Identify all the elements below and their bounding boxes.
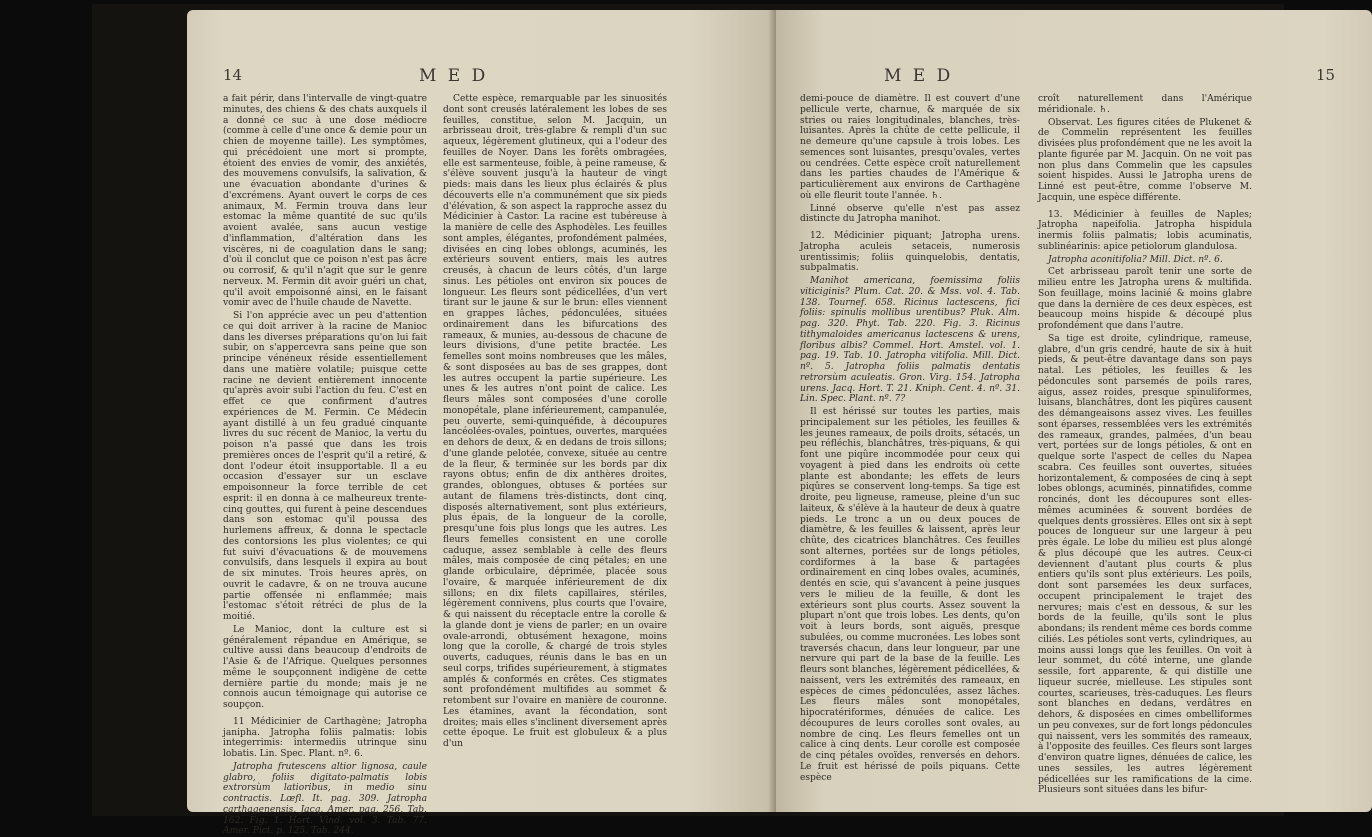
species-citation: Jatropha aconitifolia? Mill. Dict. nº. 6. bbox=[1048, 254, 1223, 265]
species-entry-heading: 11 Médicinier de Carthagène; Jatropha janipha. Jatropha foliis palmatis: lobis integerrimis: intermediis utrinque sinu lobatis. Lin. Spec. Plant. nº. 6. bbox=[223, 716, 427, 759]
species-citation: Jatropha frutescens altior lignosa, caule glabro, foliis digitato-palmatis lobis extrorsùm latioribus, in medio sinu contractis. Lœfl. It. pag. 309. Jatropha carthagenensis. Jacq. Amer. pag. 256. Tab. 162. Fig. 1. Hort. Vind. vol. 3. Tab. 77. Amer. Pict. p. 125. Tab. 244. bbox=[223, 761, 427, 837]
page-number-left: 14 bbox=[223, 66, 243, 84]
paragraph: a fait périr, dans l'intervalle de vingt-quatre minutes, des chiens & des chats auxquels il a donné ce suc à une dose médiocre (comme à celle d'une once & demie pour un chien de moyenne taille). Les symptômes, qui précédoient une mort si prompte, étoient des envies de vomir, des anxiétés, des mouvemens convulsifs, la salivation, & une évacuation abondante d'urines & d'excrémens. Ayant ouvert le corps de ces animaux, M. Fermin trouva dans leur estomac la même quantité de suc qu'ils avoient avalée, sans aucun vestige d'inflammation, d'altération dans les viscères, ni de coagulation dans le sang; d'où il conclut que ce poison n'est pas âcre ou corrosif, & qu'il n'agit que sur le genre nerveux. M. Fermin dit avoir guéri un chat, qu'il avoit empoisonné ainsi, en le faisant vomir avec de l'huile chaude de Navette. bbox=[223, 94, 427, 309]
species-entry-heading: 12. Médicinier piquant; Jatropha urens. Jatropha aculeis setaceis, numerosis urentissimis; foliis quinquelobis, dentatis, subpalmatis. bbox=[800, 231, 1020, 274]
paragraph: Observat. Les figures citées de Plukenet & de Commelin représentent les feuilles divisées plus profondément que ne les avoit la plante figurée par M. Jacquin. On ne voit pas non plus dans Commelin que les capsules soient hispides. Aussi le Jatropha urens de Linné est peut-être, comme l'observe M. Jacquin, une espèce différente. bbox=[1038, 117, 1252, 203]
paragraph: Le Manioc, dont la culture est si généralement répandue en Amérique, se cultive aussi dans beaucoup d'endroits de l'Asie & de l'Afrique. Quelques personnes même le soupçonnent indigène de cette dernière partie du monde; mais je ne connois aucun témoignage qui autorise ce soupçon. bbox=[223, 624, 427, 710]
page-number-right: 15 bbox=[1316, 66, 1336, 84]
running-header-left: M E D bbox=[419, 66, 489, 86]
species-entry-heading: 13. Médicinier à feuilles de Naples; Jatropha napeifolia. Jatropha hispidula inermis foliis palmatis; lobis acuminatis, sublinéarinis: apice petiolorum glandulosa. bbox=[1038, 209, 1252, 252]
left-column-2 bbox=[443, 94, 667, 806]
left-page bbox=[187, 10, 777, 837]
running-header-right: M E D bbox=[884, 66, 954, 86]
paragraph: Si l'on apprécie avec un peu d'attention ce qui doit arriver à la racine de Manioc dans les diverses préparations qu'on lui fait subir, on s'appercevra sans peine que son principe vénéneux réside essentiellement dans une matière volatile; puisque cette racine ne devient entièrement innocente qu'après avoir subi l'action du feu. C'est en effet ce que confirment d'autres expériences de M. Fermin. Ce Médecin ayant distillé à un feu gradué cinquante livres du suc récent de Manioc, la vertu du poison n'a passé que dans les trois premières onces de l'esprit qu'il a retiré, & dont l'odeur étoit insupportable. Il a eu occasion d'essayer sur un esclave empoisonneur la force terrible de cet esprit: il en donna à ce malheureux trente-cinq gouttes, qui furent à peine descendues dans son estomac qu'il poussa des hurlemens affreux, & donna le spectacle des contorsions les plus violentes; ce qui fut suivi d'évacuations & de mouvemens convulsifs, dans lesquels il expira au bout de six minutes. Trois heures après, on ouvrit le cadavre, & on ne trouva aucune partie offensée ni enflammée; mais l'estomac s'étoit rétréci de plus de la moitié. bbox=[223, 311, 427, 622]
paragraph: croît naturellement dans l'Amérique méridionale. ♄. bbox=[1038, 94, 1252, 115]
paragraph: demi-pouce de diamètre. Il est couvert d'une pellicule verte, charnue, & marquée de six stries ou raies longitudinales, blanches, très-luisantes. Après la chûte de cette pellicule, il ne demeure qu'une capsule à trois lobes. Les semences sont luisantes, presqu'ovales, vertes ou cendrées. Cette espèce croît naturellement dans les parties chaudes de l'Amérique & particulièrement aux environs de Carthagène où elle fleurit toute l'année. ♄. bbox=[800, 94, 1020, 201]
paragraph: Sa tige est droite, cylindrique, rameuse, glabre, d'un gris cendré, haute de six à huit pieds, & peut-être davantage dans son pays natal. Les pétioles, les feuilles & les pédoncules sont parsemés de poils rares, aigus, assez roides, presque spinuliformes, luisans, blanchâtres, dont les piqûres causent des démangeaisons assez vives. Les feuilles sont éparses, ressemblées vers les extrémités des rameaux, grandes, palmées, d'un beau vert, portées sur de longs pétioles, & ont en quelque sorte l'aspect de celles du Napea scabra. Ces feuilles sont ouvertes, situées horizontalement, & composées de cinq à sept lobes oblongs, acuminés, pinnatifides, comme roncinés, dont les découpures sont elles-mêmes acuminées & souvent bordées de quelques dents grossières. Elles ont six à sept pouces de longueur sur une largeur à peu près égale. Le lobe du milieu est plus alongé & plus découpé que les autres. Ceux-ci deviennent d'autant plus courts & plus entiers qu'ils sont plus extérieurs. Les poils, dont sont parsemées les deux surfaces, occupent principalement le trajet des nervures; mais c'est en dessous, & sur les bords de la feuille, qu'ils sont le plus abondans; ils rendent même ces bords comme ciliés. Les pétioles sont verts, cylindriques, au moins aussi longs que les feuilles. On voit à leur sommet, du côté interne, une glande sessile, fort apparente, & qui distille une liqueur sucrée, mielleuse. Les stipules sont courtes, scarieuses, très-caduques. Les fleurs sont blanches en dedans, verdâtres en dehors, & disposées en cimes ombelliformes un peu convexes, sur de fort longs pédoncules qui naissent, vers les sommités des rameaux, à l'opposite des feuilles. Ces fleurs sont larges d'environ quatre lignes, dénuées de calice, les unes sessiles, les autres légèrement pédicellées sur les ramifications de la cime. Plusieurs sont situées dans les bifur- bbox=[1038, 333, 1253, 796]
right-column-1 bbox=[800, 94, 1020, 806]
left-column-1 bbox=[223, 94, 427, 837]
paragraph: Linné observe qu'elle n'est pas assez distincte du Jatropha manihot. bbox=[800, 203, 1020, 225]
right-column-2 bbox=[1038, 94, 1252, 806]
species-citation: Manihot americana, foemissima foliis viticiginis? Plum. Cat. 20. & Mss. vol. 4. Tab. 138. Tournef. 658. Ricinus lactescens, fici foliis: spinulis mollibus urentibus? Pluk. Alm. pag. 320. Phyt. Tab. 220. Fig. 3. Ricinus tithymaloides americanus lactescens & urens, floribus albis? Commel. Hort. Amstel. vol. 1. pag. 19. Tab. 10. Jatropha vitifolia. Mill. Dict. nº. 5. Jatropha foliis palmatis dentatis retrorsùm aculeatis. Gron. Virg. 154. Jatropha urens. Jacq. Hort. T. 21. Kniph. Cent. 4. nº. 31. Lin. Spec. Plant. nº. 7? bbox=[800, 276, 1020, 405]
paragraph: Cet arbrisseau paroît tenir une sorte de milieu entre les Jatropha urens & multifida. Son feuillage, moins lacinié & moins glabre que dans la dernière de ces deux espèces, est beaucoup moins hispide & découpé plus profondément que dans l'autre. bbox=[1038, 267, 1252, 331]
right-page bbox=[776, 10, 1372, 812]
paragraph: Il est hérissé sur toutes les parties, mais principalement sur les pétioles, les feuilles & les jeunes rameaux, de poils droits, sétacés, un peu réfléchis, blanchâtres, très-piquans, & qui font une piqûre incommodée pour ceux qui voyagent à pied dans les endroits où cette plante est abondante; les effets de leurs piqûres se conservent long-temps. Sa tige est droite, peu ligneuse, rameuse, pleine d'un suc laiteux, & s'élève à la hauteur de deux à quatre pieds. Le tronc a un ou deux pouces de diamètre, & les feuilles & laissent, après leur chûte, des cicatrices blanchâtres. Ces feuilles sont alternes, portées sur de longs pétioles, cordiformes à la base & partagées ordinairement en cinq lobes ovales, acuminés, dentés en scie, qui s'avancent à peine jusques vers le milieu de la feuille, & dont les extérieurs sont plus courts. Assez souvent la plupart n'ont que trois lobes. Les dents, qu'on voit à leurs bords, sont aiguës, presque subulées, ou comme mucronées. Les lobes sont traversés chacun, dans leur longueur, par une nervure qui part de la base de la feuille. Les fleurs sont blanches, légèrement pédicellées, & naissent, vers les extrémités des rameaux, en espèces de cimes pédonculées, assez lâches. Les fleurs mâles sont monopétales, hipocratériformes, dénuées de calice. Les découpures de leurs corolles sont ovales, au nombre de cinq. Les fleurs femelles ont un calice à cinq dents. Leur corolle est composée de cinq pétales ovoïdes, renversés en dehors. Le fruit est hérissé de poils piquans. Cette espèce bbox=[800, 407, 1020, 783]
paragraph: Cette espèce, remarquable par les sinuosités dont sont creusés latéralement les lobes de ses feuilles, constitue, selon M. Jacquin, un arbrisseau droit, très-glabre & rempli d'un suc aqueux, légèrement glutineux, qui a l'odeur des feuilles de Noyer. Dans les forêts ombragées, elle est sarmenteuse, foible, à peine rameuse, & s'élève souvent jusqu'à la hauteur de vingt pieds: mais dans les lieux plus éclairés & plus découverts elle n'a communément que six pieds d'élévation, & son aspect la rapproche assez du Médicinier à Castor. La racine est tubéreuse à la manière de celle des Asphodèles. Les feuilles sont amples, élégantes, profondément palmées, divisées en cinq lobes oblongs, acuminés, les extérieurs souvent entiers, mais les autres creusés, à chacun de leurs côtés, d'un large sinus. Les pétioles ont environ six pouces de longueur. Les fleurs sont pédicellées, d'un vert tirant sur le jaune & sur le brun: elles viennent en grappes lâches, pédonculées, situées ordinairement dans les bifurcations des rameaux, & munies, au-dessous de chacune de leurs divisions, d'une petite bractée. Les femelles sont moins nombreuses que les mâles, & sont disposées au bas de ses grappes, dont les autres occupent la partie supérieure. Les unes & les autres n'ont point de calice. Les fleurs mâles sont composées d'une corolle monopétale, plane inférieurement, campanulée, peu ouverte, semi-quinquéfide, à découpures lancéolées-ovales, pointues, ouvertes, marquées en dehors de deux, & en dedans de trois sillons; d'une glande pelotée, convexe, située au centre de la fleur, & terminée sur les bords par dix rayons obtus; enfin de dix anthères droites, grandes, oblongues, obtuses & portées sur autant de filamens très-distincts, dont cinq, disposés alternativement, sont plus extérieurs, plus épais, de la longueur de la corolle, presqu'une fois plus longs que les autres. Les fleurs femelles consistent en une corolle caduque, assez semblable à celle des fleurs mâles, mais composée de cinq pétales; en une glande orbiculaire, déprimée, placée sous l'ovaire, & marquée inférieurement de dix sillons; en dix filets capillaires, stériles, légèrement connivens, plus courts que l'ovaire, & qui naissent du réceptacle entre la corolle & la glande dont je viens de parler; en un ovaire ovale-arrondi, obtusément hexagone, moins long que la corolle, & chargé de trois styles ouverts, caduques, réunis dans le bas en un seul corps, trifides supérieurement, à stigmates amplés & conformés en crêtes. Ces stigmates sont profondément multifides au sommet & retombent sur l'ovaire en manière de couronne. Les étamines, avant la fécondation, sont droites; mais elles s'inclinent diversement après cette époque. Le fruit est globuleux & a plus d'un bbox=[443, 94, 667, 749]
open-book bbox=[92, 4, 1336, 837]
